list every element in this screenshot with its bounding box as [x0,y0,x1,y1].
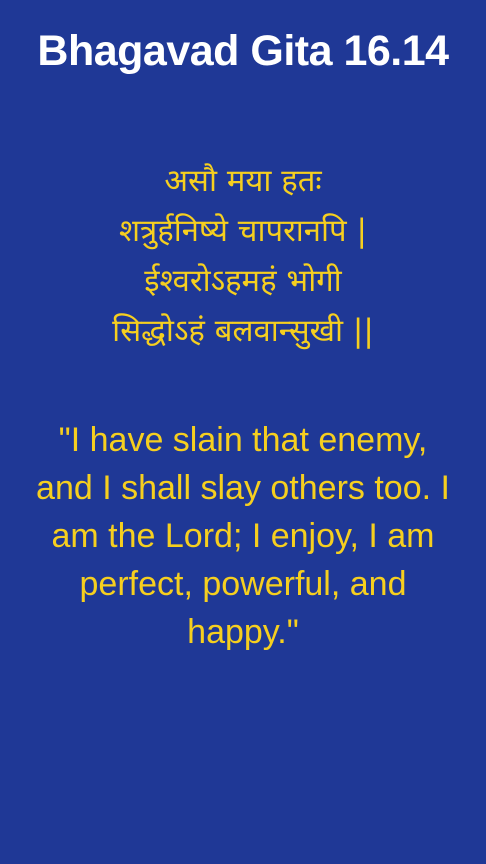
translation-line: perfect, powerful, and [79,565,407,603]
english-translation [0,416,486,656]
translation-line: "I have slain that enemy, [58,421,428,459]
verse-line: शत्रुर्हनिष्ये चापरानपि | [119,213,367,249]
verse-line: असौ मया हतः [164,163,322,199]
translation-line: happy." [187,613,299,651]
page-title: Bhagavad Gita 16.14 [37,27,449,75]
sanskrit-verse [0,156,486,356]
translation-line: am the Lord; I enjoy, I am [51,517,435,555]
translation-line: and I shall slay others too. I [36,469,450,507]
verse-line: ईश्वरोऽहमहं भोगी [144,263,342,299]
verse-line: सिद्धोऽहं बलवान्सुखी || [112,313,374,349]
